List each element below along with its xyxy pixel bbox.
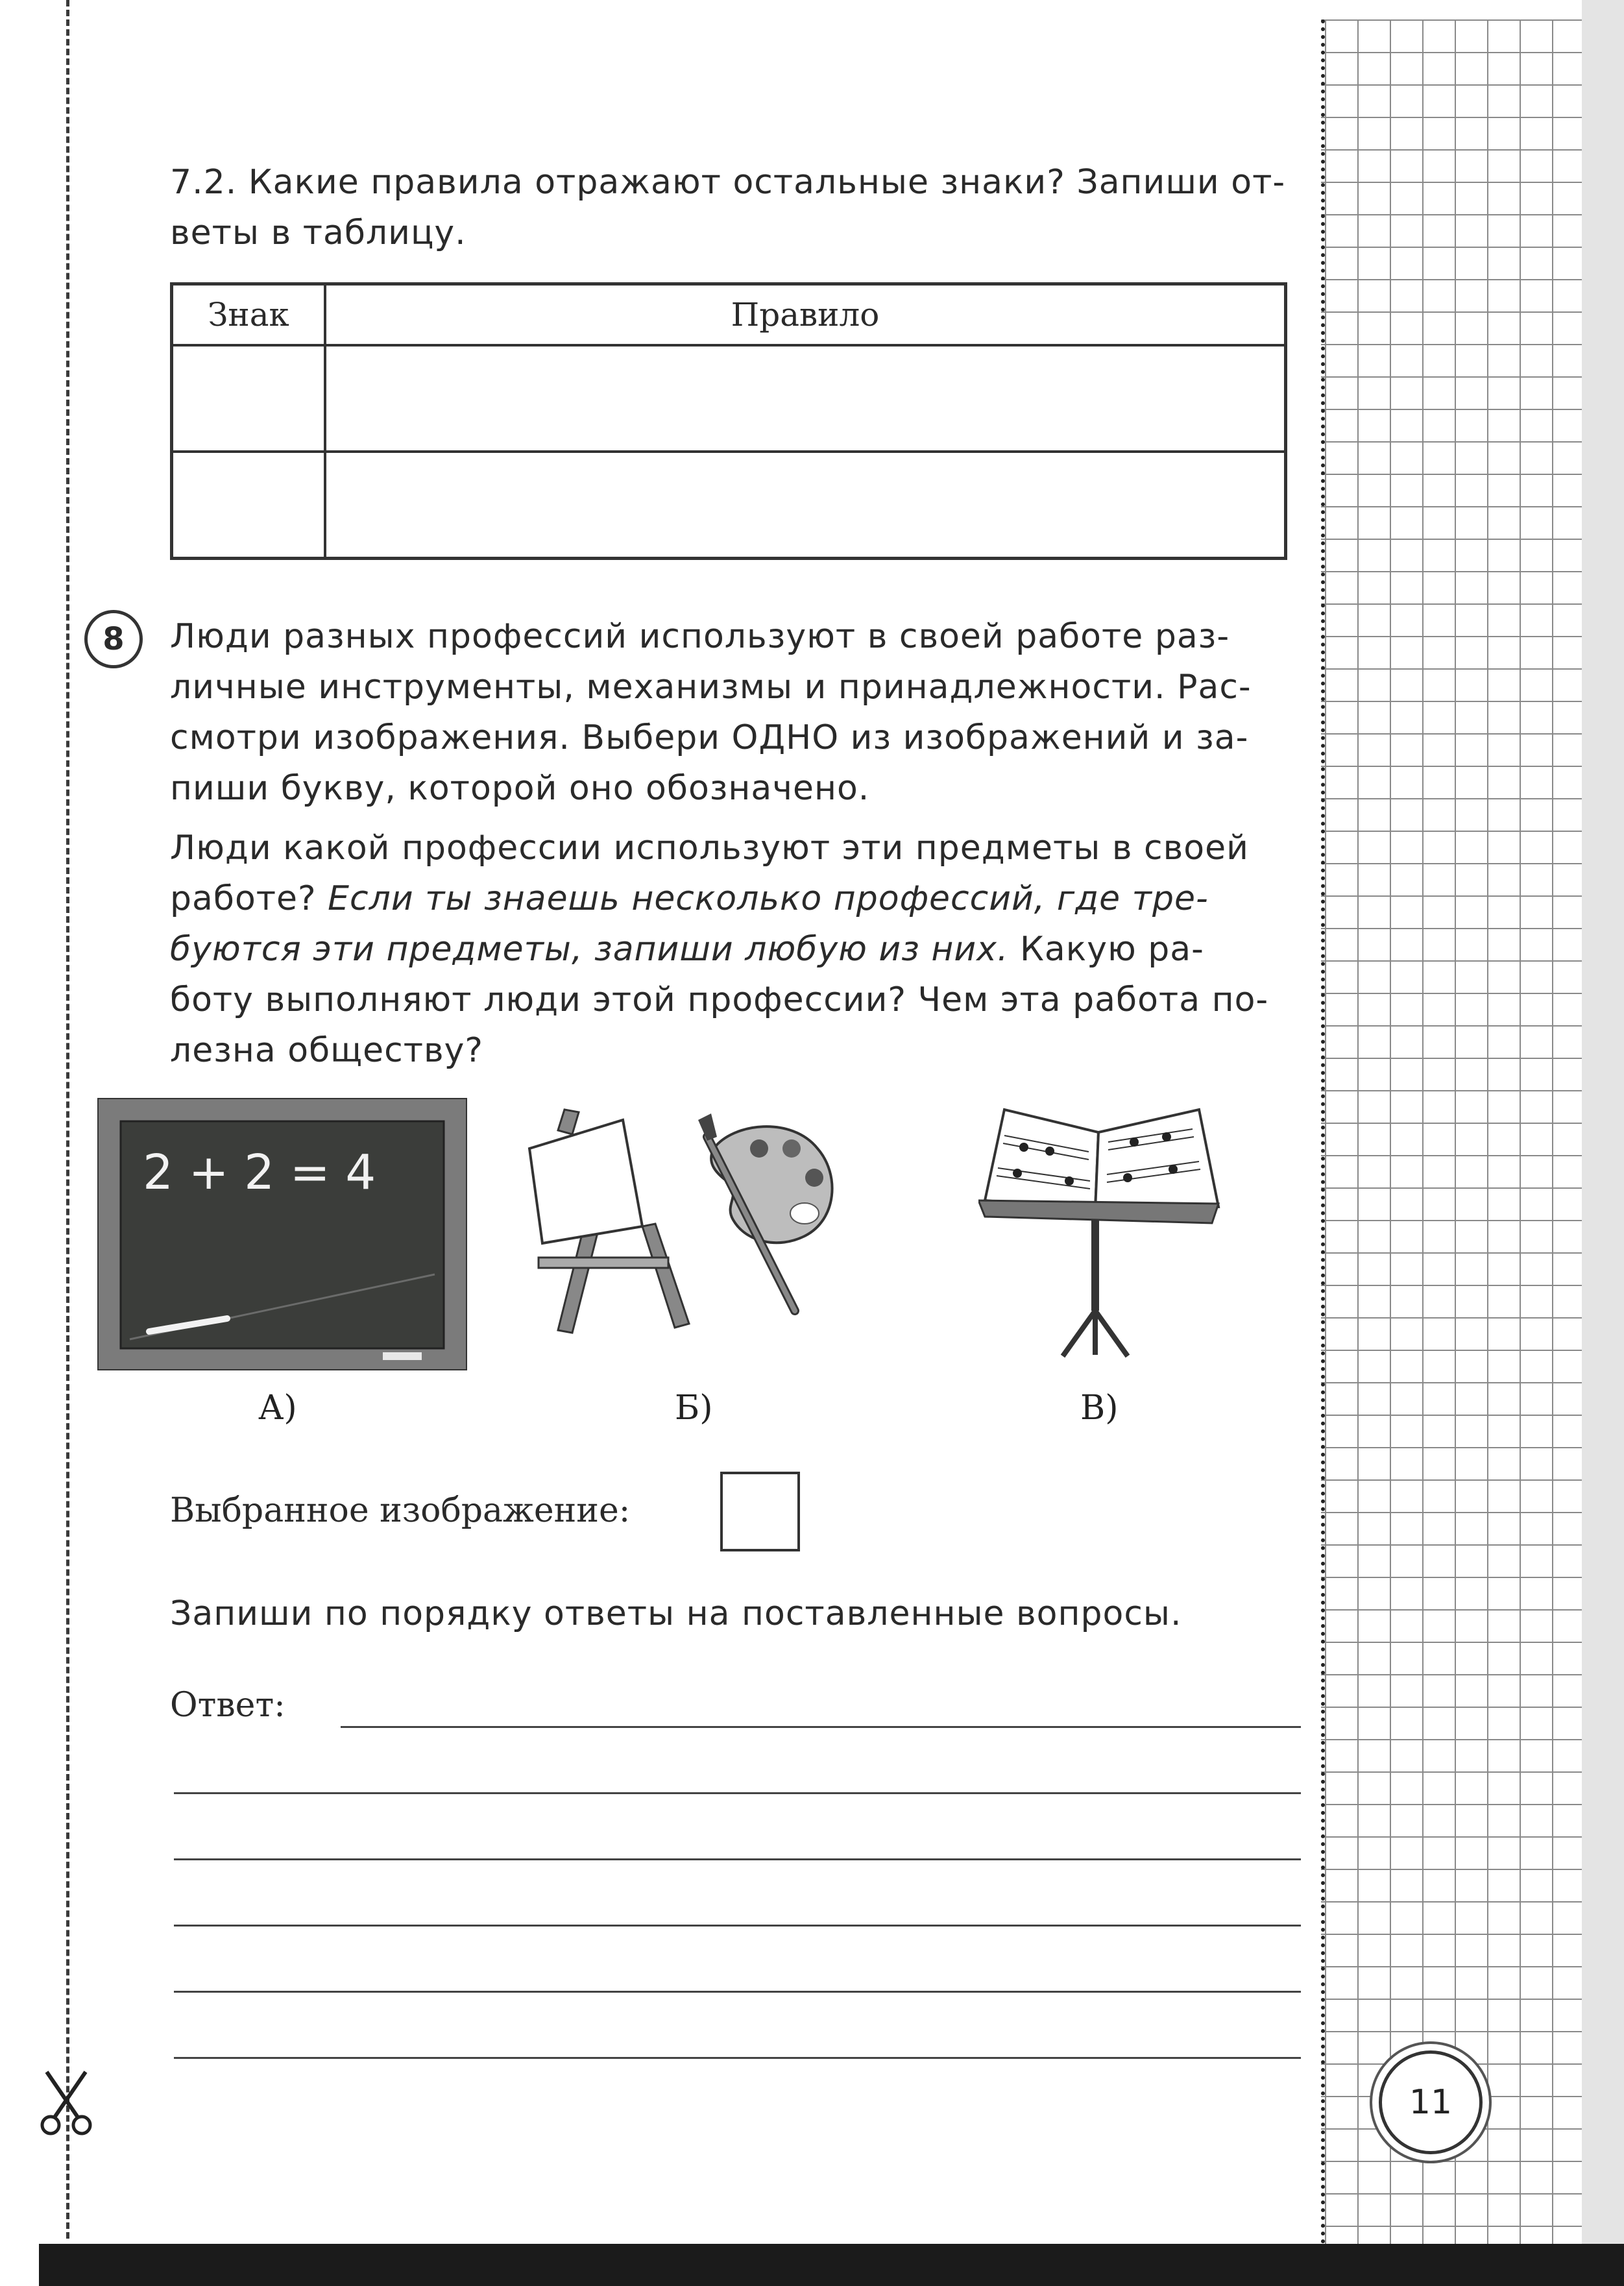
table-header-sign: Знак	[172, 284, 326, 346]
task-8-q-plain: работе?	[170, 879, 328, 918]
table-cell-rule[interactable]	[325, 345, 1286, 452]
task-8-q-line-1: Люди какой профессии используют эти предметы в своей	[170, 829, 1249, 868]
task-8-line-4: пиши букву, которой оно обозначено.	[170, 769, 870, 808]
task-number-badge: 8	[84, 610, 143, 668]
image-b-label: Б)	[675, 1389, 713, 1428]
task-7-2-line-1: 7.2. Какие правила отражают остальные знаки? Запиши от-	[170, 163, 1286, 202]
task-7-2-line-2: веты в таблицу.	[170, 213, 467, 252]
answer-line[interactable]	[174, 1991, 1301, 1993]
easel-palette-image	[519, 1097, 882, 1337]
task-8-q-italic: Если ты знаешь несколько профессий, где тре-	[328, 879, 1209, 918]
image-c-label: В)	[1080, 1389, 1119, 1428]
answer-line[interactable]	[174, 1792, 1301, 1794]
table-cell-rule[interactable]	[325, 452, 1286, 559]
scan-edge	[39, 2244, 1624, 2286]
page-number: 11	[1379, 2050, 1483, 2154]
answer-line[interactable]	[174, 2057, 1301, 2059]
music-stand-image	[978, 1097, 1231, 1369]
answer-line[interactable]	[341, 1726, 1301, 1728]
table-row	[172, 345, 1286, 452]
task-8-q-italic: буются эти предметы, запиши любую из них.	[170, 930, 1009, 969]
answer-line[interactable]	[174, 1925, 1301, 1927]
cut-line	[66, 0, 69, 2239]
table-cell-sign[interactable]	[172, 345, 326, 452]
task-8-line-3: смотри изображения. Выбери ОДНО из изображений и за-	[170, 718, 1249, 757]
answer-line[interactable]	[174, 1858, 1301, 1860]
answer-table	[170, 282, 1287, 560]
task-8-q-line-3	[170, 924, 1312, 975]
chalkboard-image	[97, 1098, 467, 1370]
answer-label: Ответ:	[170, 1686, 285, 1725]
table-header-rule: Правило	[325, 284, 1286, 346]
task-8-q-line-2	[170, 873, 1312, 924]
table-cell-sign[interactable]	[172, 452, 326, 559]
page-edge	[1582, 0, 1624, 2286]
task-8-line-2: личные инструменты, механизмы и принадлежности. Рас-	[170, 668, 1252, 707]
grid-margin	[1321, 19, 1586, 2245]
task-8-q-plain: Какую ра-	[1008, 930, 1204, 969]
selected-image-box[interactable]	[720, 1472, 800, 1551]
image-a-label: А)	[258, 1389, 297, 1428]
instruction-text: Запиши по порядку ответы на поставленные вопросы.	[170, 1594, 1182, 1633]
scissors-icon	[34, 2067, 99, 2138]
table-row	[172, 452, 1286, 559]
task-8-q-line-5: лезна обществу?	[170, 1031, 484, 1070]
board-equation: 2 + 2 = 4	[143, 1145, 376, 1200]
task-8-q-line-4: боту выполняют люди этой профессии? Чем эта работа по-	[170, 980, 1269, 1019]
task-8-line-1: Люди разных профессий используют в своей работе раз-	[170, 617, 1230, 656]
selected-image-label: Выбранное изображение:	[170, 1491, 631, 1530]
